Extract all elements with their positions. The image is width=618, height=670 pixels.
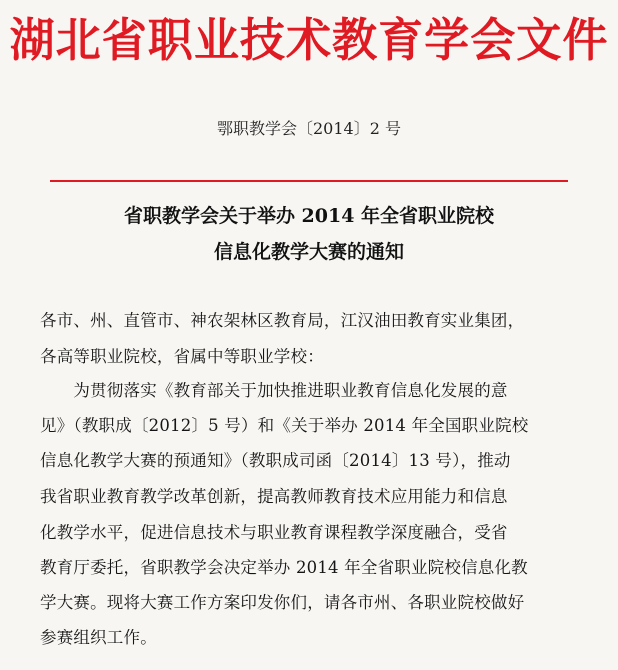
red-divider-line bbox=[50, 180, 568, 182]
document-number: 鄂职教学会〔2014〕2 号 bbox=[217, 119, 401, 138]
body-paragraph-line: 学大赛。现将大赛工作方案印发你们，请各市州、各职业院校做好 bbox=[40, 593, 525, 612]
notice-title-line-2: 信息化教学大赛的通知 bbox=[213, 241, 404, 263]
body-paragraph-line: 教育厅委托，省职教学会决定举办 2014 年全省职业院校信息化教 bbox=[40, 558, 528, 577]
body-paragraph-line: 我省职业教育教学改革创新，提高教师教育技术应用能力和信息 bbox=[40, 487, 508, 506]
addressee-line-1: 各市、州、直管市、神农架林区教育局，江汉油田教育实业集团， bbox=[40, 311, 525, 330]
body-paragraph-line: 见》（教职成〔2012〕5 号）和《关于举办 2014 年全国职业院校 bbox=[40, 416, 529, 435]
body-paragraph-line: 化教学水平，促进信息技术与职业教育课程教学深度融合，受省 bbox=[40, 523, 508, 542]
body-paragraph-line: 信息化教学大赛的预通知》（教职成司函〔2014〕13 号），推动 bbox=[40, 451, 511, 470]
body-paragraph-line: 参赛组织工作。 bbox=[40, 628, 157, 647]
addressee-line-2: 各高等职业院校，省属中等职业学校： bbox=[40, 347, 324, 366]
letterhead-title: 湖北省职业技术教育学会文件 bbox=[9, 13, 609, 67]
body-paragraph-line: 为贯彻落实《教育部关于加快推进职业教育信息化发展的意 bbox=[40, 381, 508, 400]
notice-title-line-1: 省职教学会关于举办 2014 年全省职业院校 bbox=[123, 205, 495, 227]
